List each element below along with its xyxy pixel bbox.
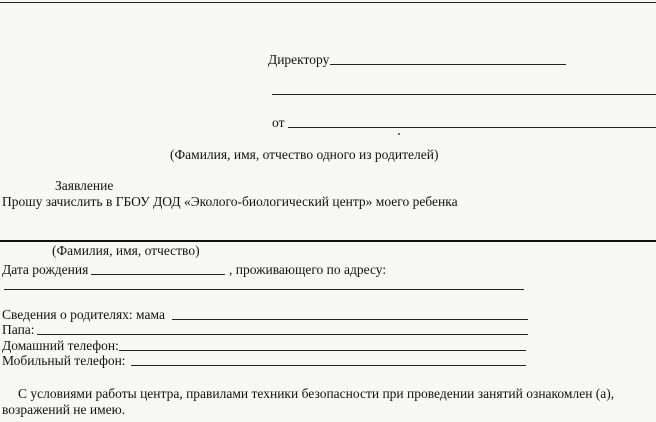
agreement-line-1: С условиями работы центра, правилами техники безопасности при проведении занятий ознакомлен (а), [18,386,615,401]
mother-line [172,319,528,320]
address-line [4,289,524,290]
home-phone-line [119,350,526,351]
birth-date-line [91,274,225,275]
top-border-line [0,2,656,3]
birth-date-label: Дата рождения [2,262,89,277]
child-name-caption: (Фамилия, имя, отчество) [52,243,200,258]
home-phone-label: Домашний телефон: [2,338,119,353]
mobile-phone-label: Мобильный телефон: [2,353,126,368]
father-label: Папа: [2,322,35,337]
director-extra-line [272,94,656,95]
father-line [37,334,528,335]
scan-speck [398,133,400,135]
document-title: Заявление [55,178,114,193]
address-label: , проживающего по адресу: [229,262,387,277]
director-label: Директору [268,52,330,67]
mobile-phone-line [131,365,526,366]
from-name-line [288,127,656,128]
request-text: Прошу зачислить в ГБОУ ДОД «Эколого-биологический центр» моего ребенка [2,194,458,209]
director-name-line [330,64,566,65]
mother-label: Сведения о родителях: мама [2,307,165,322]
child-name-line [0,240,656,242]
from-label: от [272,115,285,130]
parent-name-caption: (Фамилия, имя, отчество одного из родителей) [170,147,439,162]
agreement-line-2: возражений не имею. [2,402,126,417]
